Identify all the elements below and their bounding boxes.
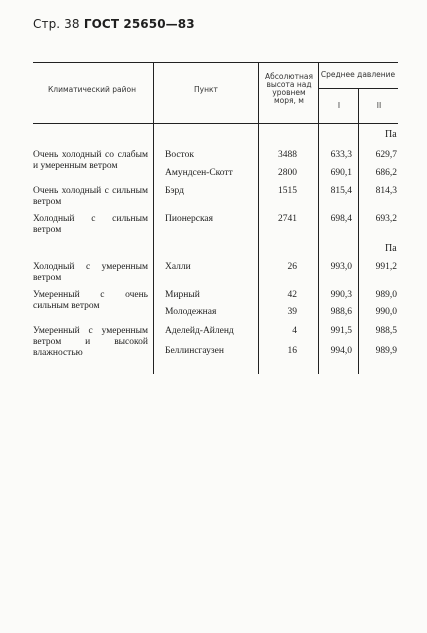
table-cell-pressure-2: 991,2 <box>375 262 397 272</box>
column-header-point: Пункт <box>194 85 218 94</box>
table-cell-pressure-1: 690,1 <box>330 168 352 178</box>
table-cell-point: Аделейд-Айленд <box>165 326 234 336</box>
table-cell-point: Молодежная <box>165 307 217 317</box>
table-cell-point: Мирный <box>165 290 200 300</box>
table-cell-pressure-1: 815,4 <box>330 186 352 196</box>
unit-mark: Па <box>385 129 397 140</box>
table-cell-pressure-2: 693,2 <box>375 214 397 224</box>
table-cell-pressure-2: 988,5 <box>375 326 397 336</box>
column-header-altitude: Абсолютная высота над уровнем моря, м <box>265 72 313 105</box>
table-cell-altitude: 42 <box>287 290 297 300</box>
table-cell-altitude: 16 <box>287 346 297 356</box>
column-header-p1: I <box>337 101 341 110</box>
table-cell-pressure-1: 988,6 <box>330 307 352 317</box>
table-header-rule <box>33 123 398 124</box>
table-cell-pressure-1: 991,5 <box>330 326 352 336</box>
table-cell-pressure-2: 814,3 <box>375 186 397 196</box>
table-cell-region: Умеренный с очень сильным ветром <box>33 290 148 311</box>
table-cell-region: Умеренный с умеренным ветром и высокой влажностью <box>33 326 148 358</box>
table-cell-pressure-1: 993,0 <box>330 262 352 272</box>
table-cell-point: Амундсен-Скотт <box>165 168 233 178</box>
table-cell-pressure-2: 989,9 <box>375 346 397 356</box>
table-cell-altitude: 39 <box>287 307 297 317</box>
table-cell-altitude: 2800 <box>278 168 297 178</box>
table-cell-point: Халли <box>165 262 191 272</box>
column-divider-2 <box>258 62 259 374</box>
table-cell-region: Холодный с сильным ветром <box>33 214 148 235</box>
table-cell-point: Бэрд <box>165 186 184 196</box>
standard-code: ГОСТ 25650—83 <box>83 17 195 31</box>
column-header-p2: II <box>376 101 382 110</box>
column-divider-4 <box>358 88 359 374</box>
table-cell-point: Пионерская <box>165 214 214 224</box>
table-cell-pressure-2: 629,7 <box>375 150 397 160</box>
table-cell-altitude: 2741 <box>278 214 297 224</box>
table-cell-pressure-1: 990,3 <box>330 290 352 300</box>
table-cell-pressure-2: 989,0 <box>375 290 397 300</box>
table-cell-pressure-1: 698,4 <box>330 214 352 224</box>
table-cell-region: Очень холодный с сильным ветром <box>33 186 148 207</box>
table-cell-pressure-1: 994,0 <box>330 346 352 356</box>
table-cell-point: Беллинсгаузен <box>165 346 224 356</box>
table-cell-altitude: 1515 <box>278 186 297 196</box>
page-header <box>33 17 195 31</box>
table-top-rule <box>33 62 398 63</box>
table-cell-altitude: 3488 <box>278 150 297 160</box>
table-cell-pressure-1: 633,3 <box>330 150 352 160</box>
column-header-region: Климатический район <box>47 85 137 94</box>
table-cell-region: Холодный с умеренным ветром <box>33 262 148 283</box>
table-cell-region: Очень холодный со слабым и умеренным ветром <box>33 150 148 171</box>
table-cell-altitude: 26 <box>287 262 297 272</box>
column-header-pressure: Среднее давление <box>320 70 396 79</box>
table-cell-altitude: 4 <box>292 326 297 336</box>
page-number: Стр. 38 <box>33 17 80 31</box>
unit-mark: Па <box>385 243 397 254</box>
table-cell-pressure-2: 686,2 <box>375 168 397 178</box>
table-cell-point: Восток <box>165 150 194 160</box>
column-divider-1 <box>153 62 154 374</box>
table-cell-pressure-2: 990,0 <box>375 307 397 317</box>
column-divider-3 <box>318 62 319 374</box>
